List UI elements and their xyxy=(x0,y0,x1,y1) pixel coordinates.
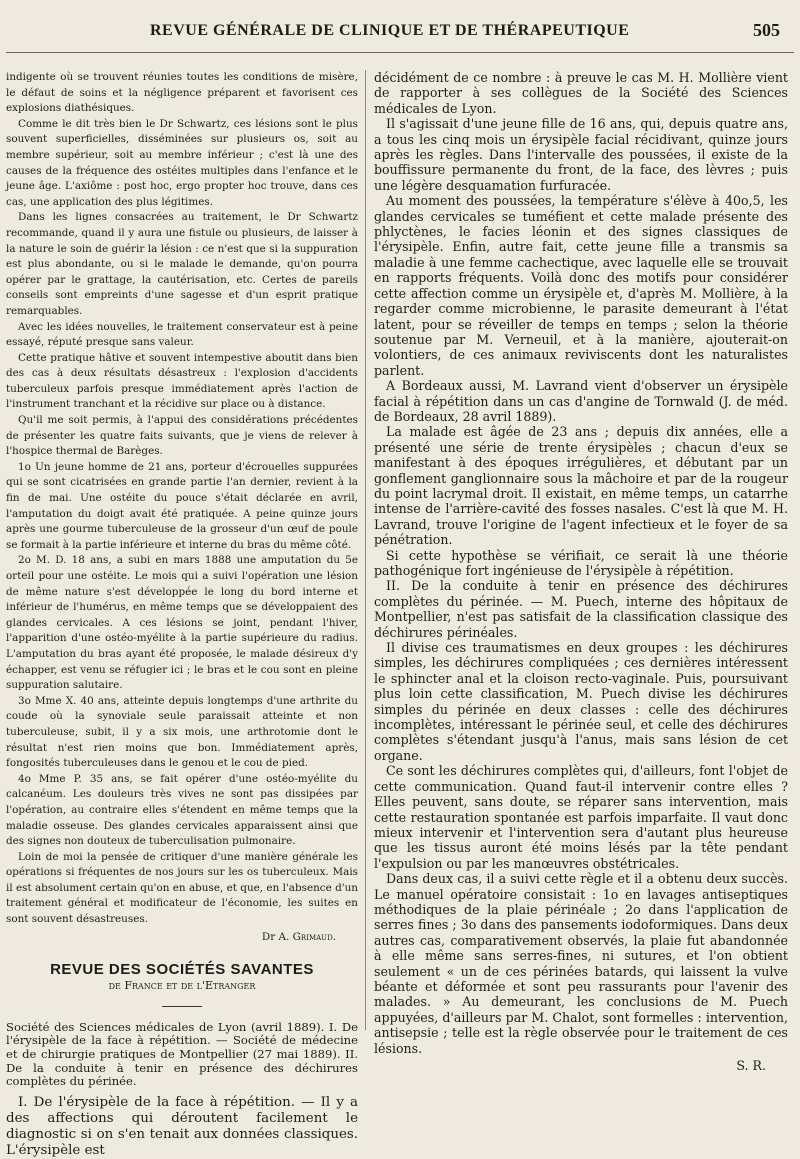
article-intro: I. De l'érysipèle de la face à répétition. — Il y a des affections qui déroutent facilement le diagnostic si on s'en tenait aux données classiques. L'érysipèle est xyxy=(6,1094,358,1158)
paragraph: indigente où se trouvent réunies toutes les conditions de misère, le défaut de soins et la négligence préparent et favorisent ces explosions diathésiques. xyxy=(6,71,358,115)
paragraph: Ce sont les déchirures complètes qui, d'ailleurs, font l'objet de cette communication. Quand faut-il intervenir contre elles ? Elles peuvent, sans doute, se réparer sans intervention, mais cette restauration spontanée est parfois imparfaite. Il vaut donc mieux intervenir et l'intervention sera d'autant plus heureuse que les tissus auront été moins lésés par la tête pendant l'expulsion ou par les manœuvres obstétricales. xyxy=(374,763,788,871)
page-header xyxy=(0,22,800,52)
paragraph: Dans deux cas, il a suivi cette règle et il a obtenu deux succès. Le manuel opératoire consistait : 1o en lavages antiseptiques méthodiques de la plaie périnéale ; 2o dans l'application de serres fines ; 3o dans des pansements iodoformiques. Dans deux autres cas, comparativement observés, la plaie fut abandonnée à elle même sans serres-fines, ni sutures, et l'on obtient seulement « un de ces périnées batards, qui laissent la vulve béante et déformée et sont peu rassurants pour l'avenir des malades. » Au demeurant, les conclusions de M. Puech appuyées, d'ailleurs par M. Chalot, sont formelles : intervention, antisepsie ; telle est la règle observée pour le traitement de ces lésions. xyxy=(374,871,788,1056)
author-title: Dr xyxy=(261,930,276,943)
case-paragraph: 4o Mme P. 35 ans, se fait opérer d'une ostéo-myélite du calcanéum. Les douleurs très vives ne sont pas dissipées par l'opération, au contraire elles s'étendent en même temps que la maladie osseuse. Des glandes cervicales apparaissent ainsi que des signes non douteux de tuberculisation pulmonaire. xyxy=(6,772,358,848)
section-title: REVUE DES SOCIÉTÉS SAVANTES xyxy=(50,961,314,979)
section-summary: Société des Sciences médicales de Lyon (avril 1889). I. De l'érysipèle de la face à répétition. — Société de médecine et de chirurgie pratiques de Montpellier (27 mai 1889). II. De la conduite à tenir en présence des déchirures complètes du périnée. xyxy=(6,1019,358,1089)
header-rule xyxy=(6,52,794,53)
paragraph: Au moment des poussées, la température s'élève à 40o,5, les glandes cervicales se tuméfient et cette malade présente des phlyctènes, le facies léonin et des signes classiques de l'érysipèle. Enfin, autre fait, cette jeune fille a transmis sa maladie à une femme cachectique, avec laquelle elle se trouvait en rapports fréquents. Voilà donc des motifs pour considérer cette affection comme un érysipèle et, d'après M. Mollière, à la regarder comme microbienne, le parasite demeurant à l'état latent, pour se réveiller de temps en temps ; selon la théorie soutenue par M. Verneuil, et à la manière, ajouterait-on volontiers, de ces animaux reviviscents dont les naturalistes parlent. xyxy=(374,193,788,378)
article-signature: S. R. xyxy=(736,1058,766,1073)
paragraph: décidément de ce nombre : à preuve le cas M. H. Mollière vient de rapporter à ses collègues de la Société des Sciences médicales de Lyon. xyxy=(374,70,788,116)
case-paragraph: 3o Mme X. 40 ans, atteinte depuis longtemps d'une arthrite du coude où la synoviale seule paraissait atteinte et non tuberculeuse, subit, il y a six mois, une arthrotomie dont le résultat n'est rien moins que bon. Immédiatement après, fongosités tuberculeuses dans le genou et le cou de pied. xyxy=(6,694,358,770)
paragraph: Qu'il me soit permis, à l'appui des considérations précédentes de présenter les quatre faits suivants, que je viens de relever à l'hospice thermal de Barèges. xyxy=(6,414,358,458)
paragraph: Il divise ces traumatismes en deux groupes : les déchirures simples, les déchirures compliquées ; ces dernières intéressent le sphincter anal et la cloison recto-vaginale. Puis, poursuivant plus loin cette classification, M. Puech divise les déchirures simples du périnée en deux classes : celle des déchirures incomplètes, intéressant le périnée seul, et celle des déchirures complètes s'étendant jusqu'à l'anus, mais sans lésion de cet organe. xyxy=(374,640,788,763)
section-ornament xyxy=(6,997,358,1013)
paragraph: Si cette hypothèse se vérifiait, ce serait là une théorie pathogénique fort ingénieuse de l'érysipèle à répétition. xyxy=(374,547,788,578)
paragraph: Il s'agissait d'une jeune fille de 16 ans, qui, depuis quatre ans, a tous les cinq mois un érysipèle facial récidivant, quinze jours après les règles. Dans l'intervalle des poussées, il existe de la bouffissure permanente du front, de la face, des lèvres ; puis une légère desquamation furfuracée. xyxy=(374,116,788,193)
paragraph: Loin de moi la pensée de critiquer d'une manière générale les opérations si fréquentes de nos jours sur les os tuberculeux. Mais il est absolument certain qu'on en abuse, et que, en l'absence d'un traitement général et modificateur de l'économie, les suites en sont souvent désastreuses. xyxy=(6,850,358,926)
subsection-paragraph: II. De la conduite à tenir en présence des déchirures complètes du périnée. — M. Puech, interne des hôpitaux de Montpellier, n'est pas satisfait de la classification classique des déchirures périnéales. xyxy=(374,578,788,640)
left-column xyxy=(6,70,358,1158)
right-column xyxy=(374,70,788,1073)
section-subtitle: de France et de l'Etranger xyxy=(108,979,256,993)
author-signature xyxy=(6,930,358,946)
page-number: 505 xyxy=(753,20,780,40)
case-paragraph: 1o Un jeune homme de 21 ans, porteur d'écrouelles suppurées qui se sont cicatrisées en grande partie l'an dernier, revient à la fin de mai. Une ostéite du pouce s'était déclarée en avril, l'amputation du doigt avait été pratiquée. A peine quinze jours après une gourme tuberculeuse de la grosseur d'un œuf de poule se formait à la partie inférieure et interne du bras du même côté. xyxy=(6,460,358,551)
paragraph: A Bordeaux aussi, M. Lavrand vient d'observer un érysipèle facial à répétition dans un cas d'angine de Tornwald (J. de méd. de Bordeaux, 28 avril 1889). xyxy=(374,378,788,424)
paragraph: Comme le dit très bien le Dr Schwartz, ces lésions sont le plus souvent superficielles, disséminées sur plusieurs os, soit au membre supérieur, soit au membre inférieur ; c'est là une des causes de la fréquence des ostéites multiples dans l'enfance et le jeune âge. L'axiôme : post hoc, ergo propter hoc trouve, dans ces cas, une application des plus légitimes. xyxy=(6,117,358,208)
paragraph: Cette pratique hâtive et souvent intempestive aboutit dans bien des cas à deux résultats désastreux : l'explosion d'accidents tuberculeux parfois presque immédiatement après l'action de l'instrument tranchant et la récidive sur place ou à distance. xyxy=(6,351,358,411)
author-name: A. Grimaud. xyxy=(278,930,336,943)
paragraph: Avec les idées nouvelles, le traitement conservateur est à peine essayé, réputé presque sans valeur. xyxy=(6,320,358,349)
paragraph: La malade est âgée de 23 ans ; depuis dix années, elle a présenté une série de trente érysipèles ; chacun d'eux se manifestant à des époques irrégulières, et débutant par un gonflement ganglionnaire sous la mâchoire et par de la rougeur du point lacrymal droit. Il existait, en même temps, un catarrhe intense de l'arrière-cavité des fosses nasales. C'est là que M. H. Lavrand, trouve l'origine de l'agent infectieux et le foyer de sa pénétration. xyxy=(374,424,788,548)
case-paragraph: 2o M. D. 18 ans, a subi en mars 1888 une amputation du 5e orteil pour une ostéite. Le mois qui a suivi l'opération une lésion de même nature s'est développée le long du bord interne et inférieur de l'humérus, en même temps que se développaient des glandes cervicales. A ces lésions se joint, pendant l'hiver, l'apparition d'une ostéo-myélite à la partie supérieure du radius. L'amputation du bras ayant été proposée, le malade désireux d'y échapper, est venu se réfugier ici ; le bras et le cou sont en pleine suppuration salutaire. xyxy=(6,554,358,692)
column-divider xyxy=(365,70,366,1030)
paragraph: Dans les lignes consacrées au traitement, le Dr Schwartz recommande, quand il y aura une fistule ou plusieurs, de laisser à la nature le soin de guérir la lésion : ce n'est que si la suppuration est plus abondante, ou si le malade le demande, qu'on pourra opérer par le grattage, la cautérisation, etc. Certes de pareils conseils sont empreints d'une sagesse et d'un esprit pratique remarquables. xyxy=(6,211,358,317)
running-title: REVUE GÉNÉRALE DE CLINIQUE ET DE THÉRAPEUTIQUE xyxy=(150,22,630,39)
